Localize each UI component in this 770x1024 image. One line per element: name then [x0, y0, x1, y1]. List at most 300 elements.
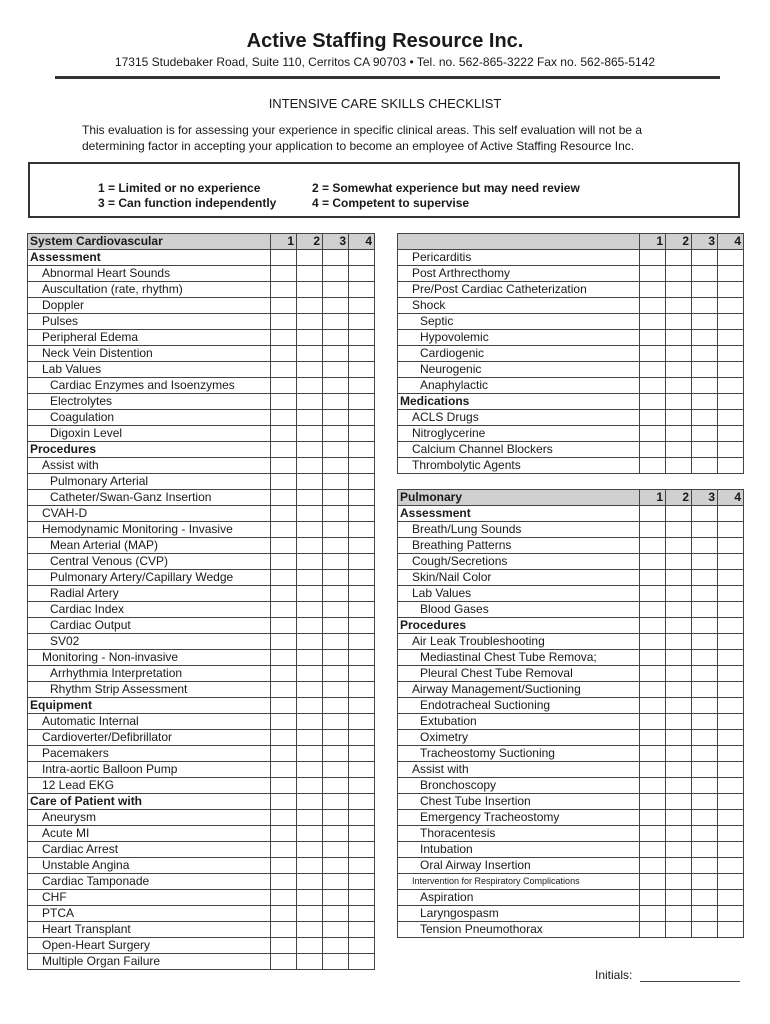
rating-cell-1[interactable] [640, 778, 666, 794]
rating-cell-2[interactable] [297, 938, 323, 954]
rating-cell-4[interactable] [718, 714, 744, 730]
rating-cell-1[interactable] [640, 538, 666, 554]
rating-cell-3[interactable] [323, 538, 349, 554]
rating-cell-3[interactable] [323, 938, 349, 954]
rating-cell-4[interactable] [718, 794, 744, 810]
rating-cell-4[interactable] [349, 282, 375, 298]
rating-cell-3[interactable] [323, 762, 349, 778]
rating-cell-4[interactable] [718, 682, 744, 698]
rating-cell-1[interactable] [640, 890, 666, 906]
rating-cell-1[interactable] [271, 842, 297, 858]
rating-cell-1[interactable] [271, 474, 297, 490]
rating-cell-3[interactable] [323, 458, 349, 474]
rating-cell-3[interactable] [323, 394, 349, 410]
rating-cell-1[interactable] [640, 826, 666, 842]
rating-cell-2[interactable] [297, 250, 323, 266]
rating-cell-2[interactable] [666, 394, 692, 410]
rating-cell-2[interactable] [297, 378, 323, 394]
rating-cell-2[interactable] [297, 730, 323, 746]
rating-cell-3[interactable] [692, 698, 718, 714]
rating-cell-1[interactable] [640, 618, 666, 634]
rating-cell-1[interactable] [271, 762, 297, 778]
rating-cell-1[interactable] [640, 650, 666, 666]
rating-cell-1[interactable] [271, 506, 297, 522]
rating-cell-2[interactable] [297, 634, 323, 650]
rating-cell-1[interactable] [640, 874, 666, 890]
rating-cell-3[interactable] [692, 554, 718, 570]
rating-cell-2[interactable] [297, 762, 323, 778]
rating-cell-2[interactable] [666, 570, 692, 586]
rating-cell-4[interactable] [349, 762, 375, 778]
rating-cell-3[interactable] [323, 522, 349, 538]
rating-cell-1[interactable] [271, 890, 297, 906]
rating-cell-3[interactable] [323, 490, 349, 506]
rating-cell-2[interactable] [297, 794, 323, 810]
rating-cell-4[interactable] [718, 618, 744, 634]
rating-cell-3[interactable] [323, 842, 349, 858]
rating-cell-1[interactable] [640, 906, 666, 922]
rating-cell-3[interactable] [323, 330, 349, 346]
rating-cell-1[interactable] [640, 362, 666, 378]
rating-cell-3[interactable] [692, 858, 718, 874]
rating-cell-3[interactable] [692, 282, 718, 298]
rating-cell-3[interactable] [692, 890, 718, 906]
rating-cell-4[interactable] [349, 650, 375, 666]
rating-cell-3[interactable] [692, 810, 718, 826]
rating-cell-3[interactable] [692, 602, 718, 618]
rating-cell-1[interactable] [640, 666, 666, 682]
rating-cell-1[interactable] [271, 362, 297, 378]
rating-cell-1[interactable] [271, 746, 297, 762]
rating-cell-4[interactable] [349, 490, 375, 506]
rating-cell-2[interactable] [297, 906, 323, 922]
rating-cell-1[interactable] [271, 522, 297, 538]
rating-cell-4[interactable] [349, 410, 375, 426]
rating-cell-2[interactable] [666, 538, 692, 554]
rating-cell-2[interactable] [297, 602, 323, 618]
rating-cell-4[interactable] [349, 906, 375, 922]
rating-cell-4[interactable] [349, 794, 375, 810]
rating-cell-1[interactable] [271, 730, 297, 746]
rating-cell-4[interactable] [349, 858, 375, 874]
rating-cell-4[interactable] [718, 874, 744, 890]
rating-cell-2[interactable] [666, 426, 692, 442]
rating-cell-2[interactable] [666, 842, 692, 858]
rating-cell-1[interactable] [271, 410, 297, 426]
rating-cell-2[interactable] [666, 314, 692, 330]
rating-cell-2[interactable] [297, 858, 323, 874]
rating-cell-2[interactable] [666, 762, 692, 778]
rating-cell-3[interactable] [692, 650, 718, 666]
rating-cell-3[interactable] [323, 650, 349, 666]
rating-cell-4[interactable] [349, 634, 375, 650]
rating-cell-2[interactable] [297, 522, 323, 538]
rating-cell-3[interactable] [692, 922, 718, 938]
rating-cell-1[interactable] [271, 266, 297, 282]
rating-cell-3[interactable] [323, 314, 349, 330]
rating-cell-1[interactable] [271, 794, 297, 810]
rating-cell-2[interactable] [666, 890, 692, 906]
rating-cell-4[interactable] [349, 666, 375, 682]
rating-cell-3[interactable] [692, 298, 718, 314]
rating-cell-4[interactable] [349, 394, 375, 410]
rating-cell-1[interactable] [640, 266, 666, 282]
rating-cell-1[interactable] [271, 458, 297, 474]
rating-cell-3[interactable] [692, 410, 718, 426]
rating-cell-2[interactable] [297, 922, 323, 938]
rating-cell-2[interactable] [297, 650, 323, 666]
rating-cell-2[interactable] [297, 554, 323, 570]
rating-cell-1[interactable] [271, 426, 297, 442]
rating-cell-4[interactable] [349, 426, 375, 442]
rating-cell-3[interactable] [323, 858, 349, 874]
rating-cell-3[interactable] [692, 570, 718, 586]
rating-cell-1[interactable] [640, 602, 666, 618]
rating-cell-4[interactable] [718, 314, 744, 330]
rating-cell-3[interactable] [692, 794, 718, 810]
rating-cell-2[interactable] [297, 826, 323, 842]
rating-cell-2[interactable] [297, 410, 323, 426]
rating-cell-2[interactable] [297, 346, 323, 362]
rating-cell-4[interactable] [718, 538, 744, 554]
rating-cell-4[interactable] [718, 666, 744, 682]
rating-cell-4[interactable] [718, 506, 744, 522]
rating-cell-1[interactable] [640, 378, 666, 394]
rating-cell-3[interactable] [323, 698, 349, 714]
rating-cell-1[interactable] [640, 794, 666, 810]
rating-cell-2[interactable] [666, 634, 692, 650]
rating-cell-4[interactable] [349, 954, 375, 970]
rating-cell-1[interactable] [271, 922, 297, 938]
rating-cell-1[interactable] [271, 314, 297, 330]
rating-cell-4[interactable] [349, 506, 375, 522]
rating-cell-1[interactable] [271, 954, 297, 970]
rating-cell-2[interactable] [666, 794, 692, 810]
rating-cell-1[interactable] [271, 378, 297, 394]
rating-cell-3[interactable] [323, 682, 349, 698]
rating-cell-4[interactable] [718, 346, 744, 362]
rating-cell-4[interactable] [349, 458, 375, 474]
rating-cell-3[interactable] [323, 410, 349, 426]
rating-cell-3[interactable] [692, 250, 718, 266]
rating-cell-3[interactable] [323, 826, 349, 842]
rating-cell-4[interactable] [349, 570, 375, 586]
rating-cell-1[interactable] [640, 922, 666, 938]
rating-cell-2[interactable] [666, 522, 692, 538]
rating-cell-1[interactable] [640, 330, 666, 346]
rating-cell-3[interactable] [692, 666, 718, 682]
rating-cell-2[interactable] [297, 490, 323, 506]
rating-cell-2[interactable] [666, 458, 692, 474]
rating-cell-2[interactable] [297, 362, 323, 378]
rating-cell-3[interactable] [692, 442, 718, 458]
rating-cell-4[interactable] [718, 826, 744, 842]
rating-cell-2[interactable] [666, 650, 692, 666]
rating-cell-1[interactable] [271, 394, 297, 410]
rating-cell-3[interactable] [692, 266, 718, 282]
rating-cell-3[interactable] [323, 810, 349, 826]
rating-cell-2[interactable] [666, 346, 692, 362]
rating-cell-1[interactable] [640, 586, 666, 602]
rating-cell-2[interactable] [666, 602, 692, 618]
rating-cell-2[interactable] [666, 874, 692, 890]
rating-cell-1[interactable] [271, 602, 297, 618]
rating-cell-2[interactable] [297, 442, 323, 458]
rating-cell-3[interactable] [323, 250, 349, 266]
rating-cell-2[interactable] [666, 666, 692, 682]
rating-cell-3[interactable] [323, 474, 349, 490]
rating-cell-2[interactable] [297, 458, 323, 474]
rating-cell-4[interactable] [718, 906, 744, 922]
rating-cell-3[interactable] [323, 730, 349, 746]
rating-cell-3[interactable] [323, 298, 349, 314]
rating-cell-3[interactable] [692, 906, 718, 922]
rating-cell-2[interactable] [666, 746, 692, 762]
rating-cell-2[interactable] [666, 730, 692, 746]
rating-cell-2[interactable] [666, 410, 692, 426]
rating-cell-2[interactable] [666, 282, 692, 298]
rating-cell-4[interactable] [718, 570, 744, 586]
rating-cell-4[interactable] [718, 730, 744, 746]
rating-cell-2[interactable] [297, 298, 323, 314]
rating-cell-1[interactable] [640, 522, 666, 538]
rating-cell-1[interactable] [271, 634, 297, 650]
rating-cell-1[interactable] [640, 730, 666, 746]
rating-cell-4[interactable] [349, 618, 375, 634]
rating-cell-4[interactable] [349, 330, 375, 346]
rating-cell-4[interactable] [349, 714, 375, 730]
rating-cell-2[interactable] [666, 250, 692, 266]
rating-cell-1[interactable] [271, 570, 297, 586]
rating-cell-4[interactable] [718, 250, 744, 266]
rating-cell-3[interactable] [692, 842, 718, 858]
rating-cell-1[interactable] [640, 346, 666, 362]
rating-cell-4[interactable] [718, 282, 744, 298]
rating-cell-4[interactable] [349, 698, 375, 714]
rating-cell-4[interactable] [349, 730, 375, 746]
rating-cell-4[interactable] [718, 522, 744, 538]
rating-cell-3[interactable] [692, 378, 718, 394]
rating-cell-2[interactable] [666, 698, 692, 714]
rating-cell-3[interactable] [692, 762, 718, 778]
rating-cell-2[interactable] [297, 890, 323, 906]
rating-cell-2[interactable] [666, 554, 692, 570]
rating-cell-3[interactable] [692, 634, 718, 650]
rating-cell-2[interactable] [297, 330, 323, 346]
rating-cell-1[interactable] [271, 874, 297, 890]
rating-cell-1[interactable] [271, 682, 297, 698]
rating-cell-1[interactable] [640, 298, 666, 314]
rating-cell-1[interactable] [640, 842, 666, 858]
rating-cell-1[interactable] [640, 554, 666, 570]
rating-cell-2[interactable] [297, 874, 323, 890]
rating-cell-4[interactable] [349, 826, 375, 842]
rating-cell-4[interactable] [349, 842, 375, 858]
rating-cell-4[interactable] [718, 842, 744, 858]
rating-cell-3[interactable] [692, 538, 718, 554]
rating-cell-4[interactable] [349, 682, 375, 698]
rating-cell-3[interactable] [323, 266, 349, 282]
rating-cell-4[interactable] [718, 778, 744, 794]
rating-cell-2[interactable] [297, 746, 323, 762]
rating-cell-3[interactable] [323, 922, 349, 938]
rating-cell-2[interactable] [297, 266, 323, 282]
rating-cell-4[interactable] [718, 890, 744, 906]
rating-cell-4[interactable] [349, 266, 375, 282]
rating-cell-4[interactable] [718, 634, 744, 650]
rating-cell-2[interactable] [666, 586, 692, 602]
rating-cell-4[interactable] [349, 298, 375, 314]
rating-cell-4[interactable] [349, 474, 375, 490]
rating-cell-4[interactable] [349, 890, 375, 906]
rating-cell-2[interactable] [297, 426, 323, 442]
rating-cell-1[interactable] [640, 714, 666, 730]
rating-cell-4[interactable] [718, 266, 744, 282]
rating-cell-2[interactable] [666, 922, 692, 938]
rating-cell-2[interactable] [666, 266, 692, 282]
rating-cell-3[interactable] [692, 362, 718, 378]
rating-cell-3[interactable] [323, 618, 349, 634]
rating-cell-4[interactable] [349, 378, 375, 394]
rating-cell-4[interactable] [718, 922, 744, 938]
rating-cell-3[interactable] [323, 362, 349, 378]
rating-cell-4[interactable] [349, 250, 375, 266]
rating-cell-1[interactable] [271, 538, 297, 554]
rating-cell-1[interactable] [271, 282, 297, 298]
rating-cell-1[interactable] [271, 906, 297, 922]
rating-cell-3[interactable] [323, 506, 349, 522]
rating-cell-3[interactable] [323, 714, 349, 730]
rating-cell-3[interactable] [692, 458, 718, 474]
rating-cell-4[interactable] [349, 874, 375, 890]
rating-cell-4[interactable] [718, 698, 744, 714]
rating-cell-2[interactable] [297, 778, 323, 794]
rating-cell-1[interactable] [640, 570, 666, 586]
rating-cell-2[interactable] [297, 714, 323, 730]
rating-cell-4[interactable] [349, 778, 375, 794]
rating-cell-1[interactable] [271, 714, 297, 730]
rating-cell-4[interactable] [349, 538, 375, 554]
rating-cell-3[interactable] [323, 906, 349, 922]
rating-cell-3[interactable] [323, 426, 349, 442]
rating-cell-2[interactable] [297, 666, 323, 682]
rating-cell-3[interactable] [692, 426, 718, 442]
rating-cell-4[interactable] [349, 362, 375, 378]
rating-cell-2[interactable] [666, 442, 692, 458]
rating-cell-4[interactable] [349, 922, 375, 938]
rating-cell-4[interactable] [349, 810, 375, 826]
rating-cell-1[interactable] [640, 762, 666, 778]
rating-cell-4[interactable] [718, 426, 744, 442]
rating-cell-2[interactable] [297, 954, 323, 970]
rating-cell-3[interactable] [323, 570, 349, 586]
rating-cell-1[interactable] [271, 490, 297, 506]
rating-cell-2[interactable] [666, 330, 692, 346]
rating-cell-1[interactable] [640, 634, 666, 650]
rating-cell-1[interactable] [271, 442, 297, 458]
rating-cell-2[interactable] [666, 858, 692, 874]
rating-cell-3[interactable] [692, 618, 718, 634]
rating-cell-1[interactable] [640, 442, 666, 458]
rating-cell-1[interactable] [271, 778, 297, 794]
rating-cell-2[interactable] [297, 586, 323, 602]
rating-cell-1[interactable] [640, 682, 666, 698]
rating-cell-1[interactable] [640, 458, 666, 474]
rating-cell-2[interactable] [297, 314, 323, 330]
rating-cell-3[interactable] [323, 890, 349, 906]
rating-cell-3[interactable] [692, 586, 718, 602]
rating-cell-3[interactable] [323, 794, 349, 810]
rating-cell-3[interactable] [692, 394, 718, 410]
rating-cell-3[interactable] [323, 634, 349, 650]
rating-cell-3[interactable] [323, 874, 349, 890]
rating-cell-4[interactable] [349, 938, 375, 954]
rating-cell-1[interactable] [271, 250, 297, 266]
rating-cell-4[interactable] [718, 858, 744, 874]
rating-cell-2[interactable] [666, 714, 692, 730]
rating-cell-2[interactable] [297, 698, 323, 714]
rating-cell-1[interactable] [640, 810, 666, 826]
rating-cell-2[interactable] [297, 810, 323, 826]
rating-cell-3[interactable] [323, 586, 349, 602]
rating-cell-2[interactable] [666, 906, 692, 922]
rating-cell-4[interactable] [718, 410, 744, 426]
rating-cell-2[interactable] [297, 474, 323, 490]
rating-cell-4[interactable] [349, 522, 375, 538]
rating-cell-2[interactable] [666, 826, 692, 842]
rating-cell-1[interactable] [640, 858, 666, 874]
rating-cell-3[interactable] [323, 778, 349, 794]
rating-cell-4[interactable] [718, 298, 744, 314]
rating-cell-4[interactable] [718, 442, 744, 458]
rating-cell-3[interactable] [323, 442, 349, 458]
rating-cell-4[interactable] [718, 810, 744, 826]
rating-cell-1[interactable] [271, 346, 297, 362]
rating-cell-4[interactable] [718, 394, 744, 410]
rating-cell-3[interactable] [692, 746, 718, 762]
rating-cell-3[interactable] [692, 506, 718, 522]
rating-cell-4[interactable] [718, 554, 744, 570]
rating-cell-3[interactable] [323, 954, 349, 970]
rating-cell-1[interactable] [640, 426, 666, 442]
rating-cell-3[interactable] [323, 554, 349, 570]
rating-cell-3[interactable] [323, 666, 349, 682]
rating-cell-3[interactable] [323, 378, 349, 394]
rating-cell-2[interactable] [666, 378, 692, 394]
rating-cell-3[interactable] [692, 330, 718, 346]
rating-cell-1[interactable] [271, 666, 297, 682]
rating-cell-2[interactable] [666, 506, 692, 522]
rating-cell-2[interactable] [297, 506, 323, 522]
rating-cell-4[interactable] [349, 554, 375, 570]
rating-cell-2[interactable] [297, 538, 323, 554]
rating-cell-4[interactable] [349, 746, 375, 762]
rating-cell-2[interactable] [666, 362, 692, 378]
rating-cell-3[interactable] [323, 746, 349, 762]
rating-cell-1[interactable] [640, 698, 666, 714]
rating-cell-1[interactable] [271, 698, 297, 714]
rating-cell-2[interactable] [297, 618, 323, 634]
rating-cell-3[interactable] [692, 682, 718, 698]
rating-cell-2[interactable] [297, 394, 323, 410]
rating-cell-4[interactable] [718, 746, 744, 762]
rating-cell-3[interactable] [692, 874, 718, 890]
rating-cell-1[interactable] [271, 586, 297, 602]
rating-cell-1[interactable] [640, 506, 666, 522]
rating-cell-1[interactable] [271, 858, 297, 874]
rating-cell-4[interactable] [718, 458, 744, 474]
rating-cell-2[interactable] [666, 810, 692, 826]
